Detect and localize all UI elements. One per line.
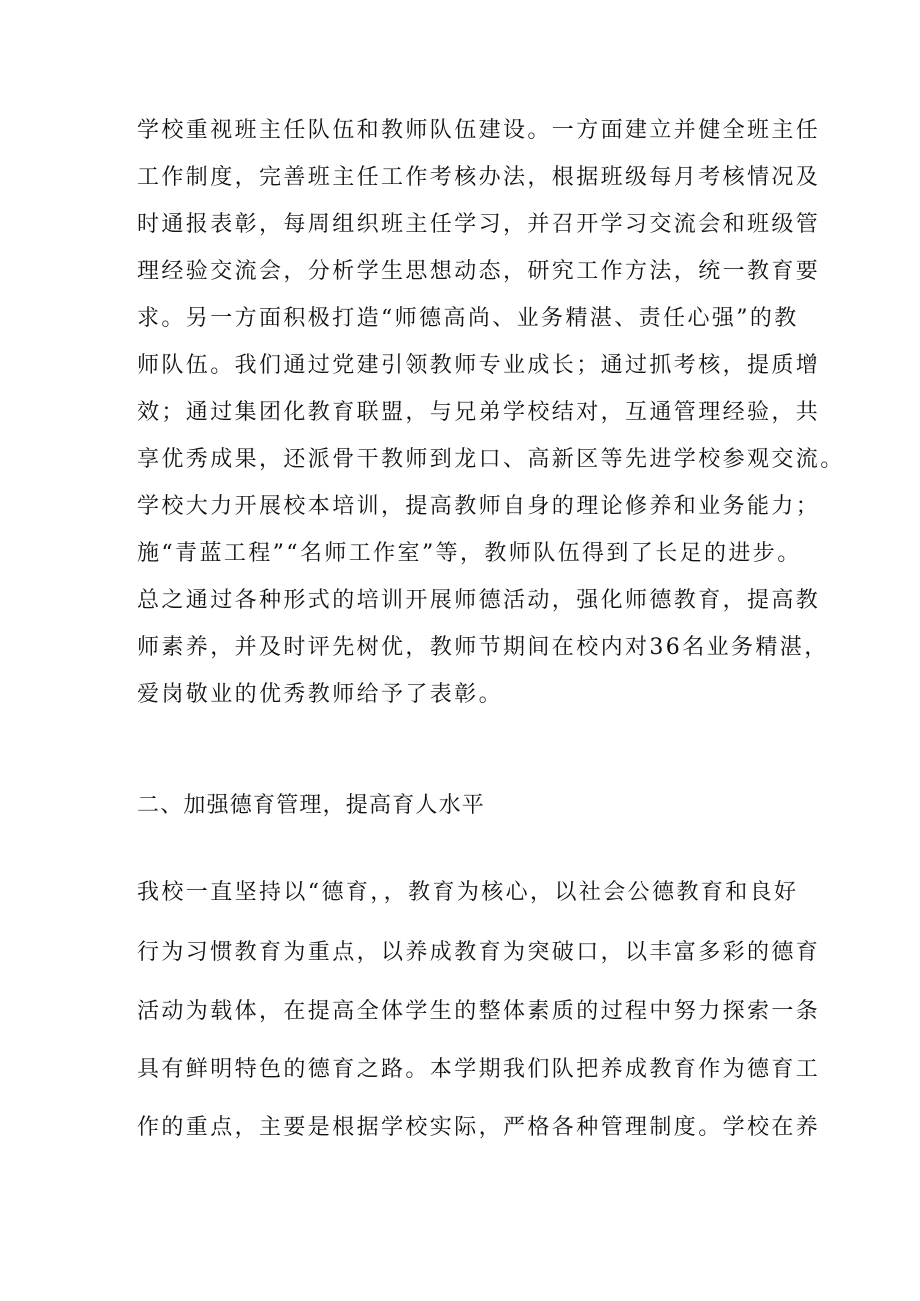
paragraph-line: 师队伍。我们通过党建引领教师专业成长；通过抓考核，提质增: [137, 353, 821, 378]
paragraph-line: 行为习惯教育为重点，以养成教育为突破口，以丰富多彩的德育: [137, 940, 821, 965]
paragraph-line: 效；通过集团化教育联盟，与兄弟学校结对，互通管理经验，共: [137, 400, 821, 425]
paragraph-line: 活动为载体，在提高全体学生的整体素质的过程中努力探索一条: [137, 999, 821, 1024]
paragraph-line: 理经验交流会，分析学生思想动态，研究工作方法，统一教育要: [137, 259, 821, 284]
paragraph-line: 师素养，并及时评先树优，教师节期间在校内对36名业务精湛，: [137, 635, 829, 660]
paragraph-line: 爱岗敬业的优秀教师给予了表彰。: [137, 682, 504, 707]
paragraph-line: 学校重视班主任队伍和教师队伍建设。一方面建立并健全班主任: [137, 118, 821, 143]
paragraph-line: 我校一直坚持以“德育，，教育为核心，以社会公德教育和良好: [137, 880, 799, 905]
paragraph-line: 施“青蓝工程”“名师工作室”等，教师队伍得到了长足的进步。: [137, 541, 802, 566]
paragraph-line: 工作制度，完善班主任工作考核办法，根据班级每月考核情况及: [137, 165, 821, 190]
paragraph-line: 求。另一方面积极打造“师德高尚、业务精湛、责任心强”的教: [137, 306, 799, 331]
paragraph-line: 作的重点，主要是根据学校实际，严格各种管理制度。学校在养: [137, 1115, 821, 1140]
paragraph-line: 学校大力开展校本培训，提高教师自身的理论修养和业务能力；: [137, 494, 821, 519]
paragraph-line: 具有鲜明特色的德育之路。本学期我们队把养成教育作为德育工: [137, 1057, 821, 1082]
paragraph-line: 享优秀成果，还派骨干教师到龙口、高新区等先进学校参观交流。: [137, 447, 845, 472]
section-heading: 二、加强德育管理，提高育人水平: [137, 793, 486, 818]
paragraph-line: 时通报表彰，每周组织班主任学习，并召开学习交流会和班级管: [137, 212, 821, 237]
paragraph-line: 总之通过各种形式的培训开展师德活动，强化师德教育，提高教: [137, 588, 821, 613]
